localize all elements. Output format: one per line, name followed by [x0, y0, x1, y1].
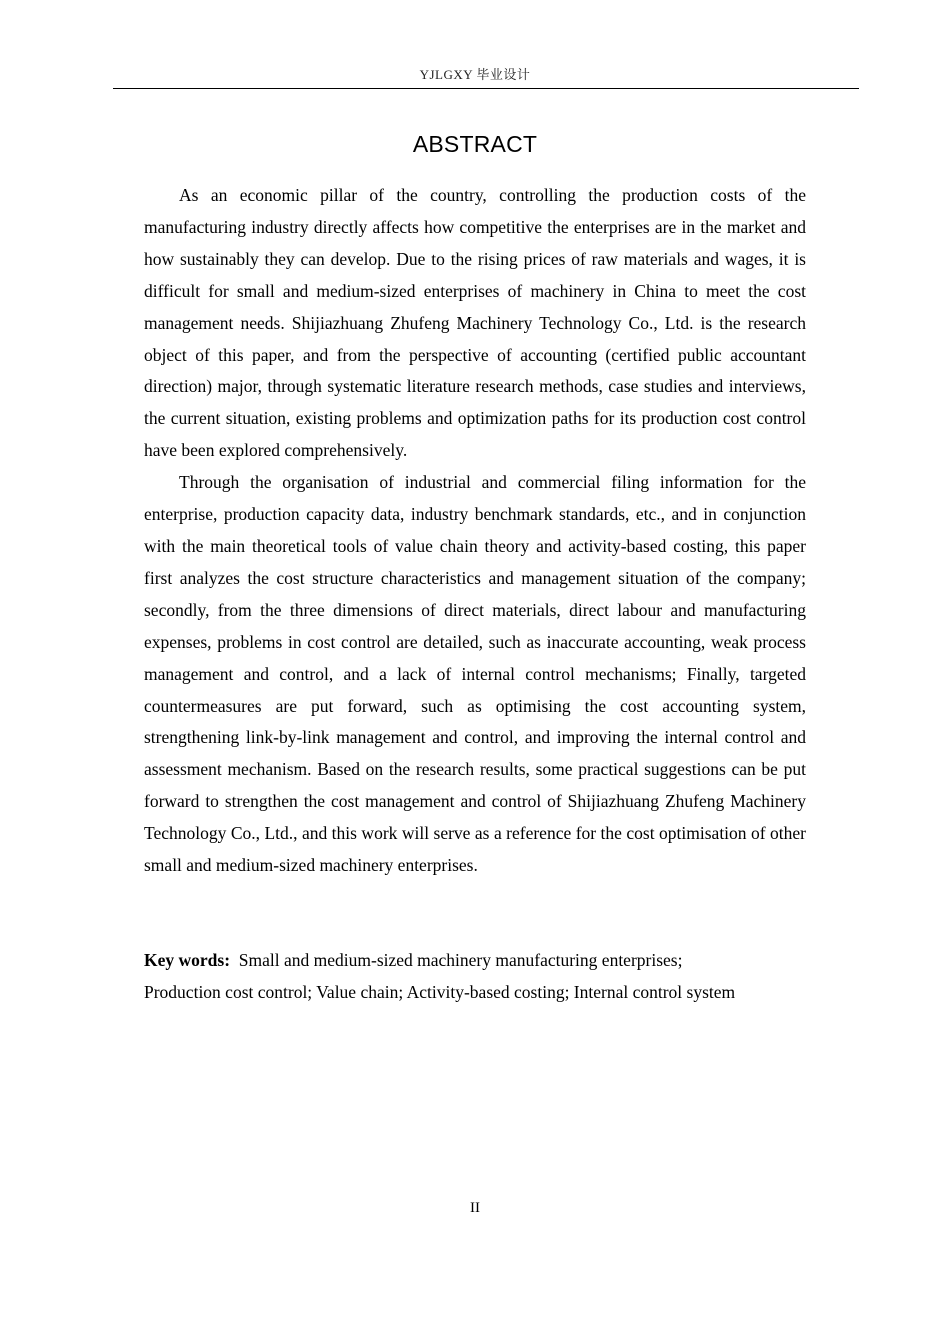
keywords-text-1: Small and medium-sized machinery manufacturing enterprises;	[238, 950, 683, 970]
page-number: II	[470, 1200, 480, 1216]
abstract-body	[144, 180, 806, 882]
keywords-line-1	[144, 945, 806, 977]
abstract-paragraph-1: As an economic pillar of the country, controlling the production costs of the manufacturing industry directly affects how competitive the enterprises are in the market and how sustainably they can develop. Due to the rising prices of raw materials and wages, it is difficult for small and medium-sized enterprises of machinery in China to meet the cost management needs. Shijiazhuang Zhufeng Machinery Technology Co., Ltd. is the research object of this paper, and from the perspective of accounting (certified public accountant direction) major, through systematic literature research methods, case studies and interviews, the current situation, existing problems and optimization paths for its production cost control have been explored comprehensively.	[144, 185, 806, 461]
keywords-label: Key words:	[144, 950, 231, 970]
running-header: YJLGXY 毕业设计	[419, 67, 531, 82]
header-rule	[113, 88, 859, 89]
abstract-paragraph-2: Through the organisation of industrial and commercial filing information for the enterprise, production capacity data, industry benchmark standards, etc., and in conjunction with the main theoretical tools of value chain theory and activity-based costing, this paper first analyzes the cost structure characteristics and management situation of the company; secondly, from the three dimensions of direct materials, direct labour and manufacturing expenses, problems in cost control are detailed, such as inaccurate accounting, weak process management and control, and a lack of internal control mechanisms; Finally, targeted countermeasures are put forward, such as optimising the cost accounting system, strengthening link-by-link management and control, and improving the internal control and assessment mechanism. Based on the research results, some practical suggestions can be put forward to strengthen the cost management and control of Shijiazhuang Zhufeng Machinery Technology Co., Ltd., and this work will serve as a reference for the cost optimisation of other small and medium-sized machinery enterprises.	[144, 472, 806, 876]
keywords-block	[144, 945, 806, 1009]
keywords-line-2	[144, 977, 806, 1009]
page-title: ABSTRACT	[412, 131, 538, 158]
keywords-text-2: Production cost control; Value chain; Activity-based costing; Internal control system	[144, 981, 736, 1002]
